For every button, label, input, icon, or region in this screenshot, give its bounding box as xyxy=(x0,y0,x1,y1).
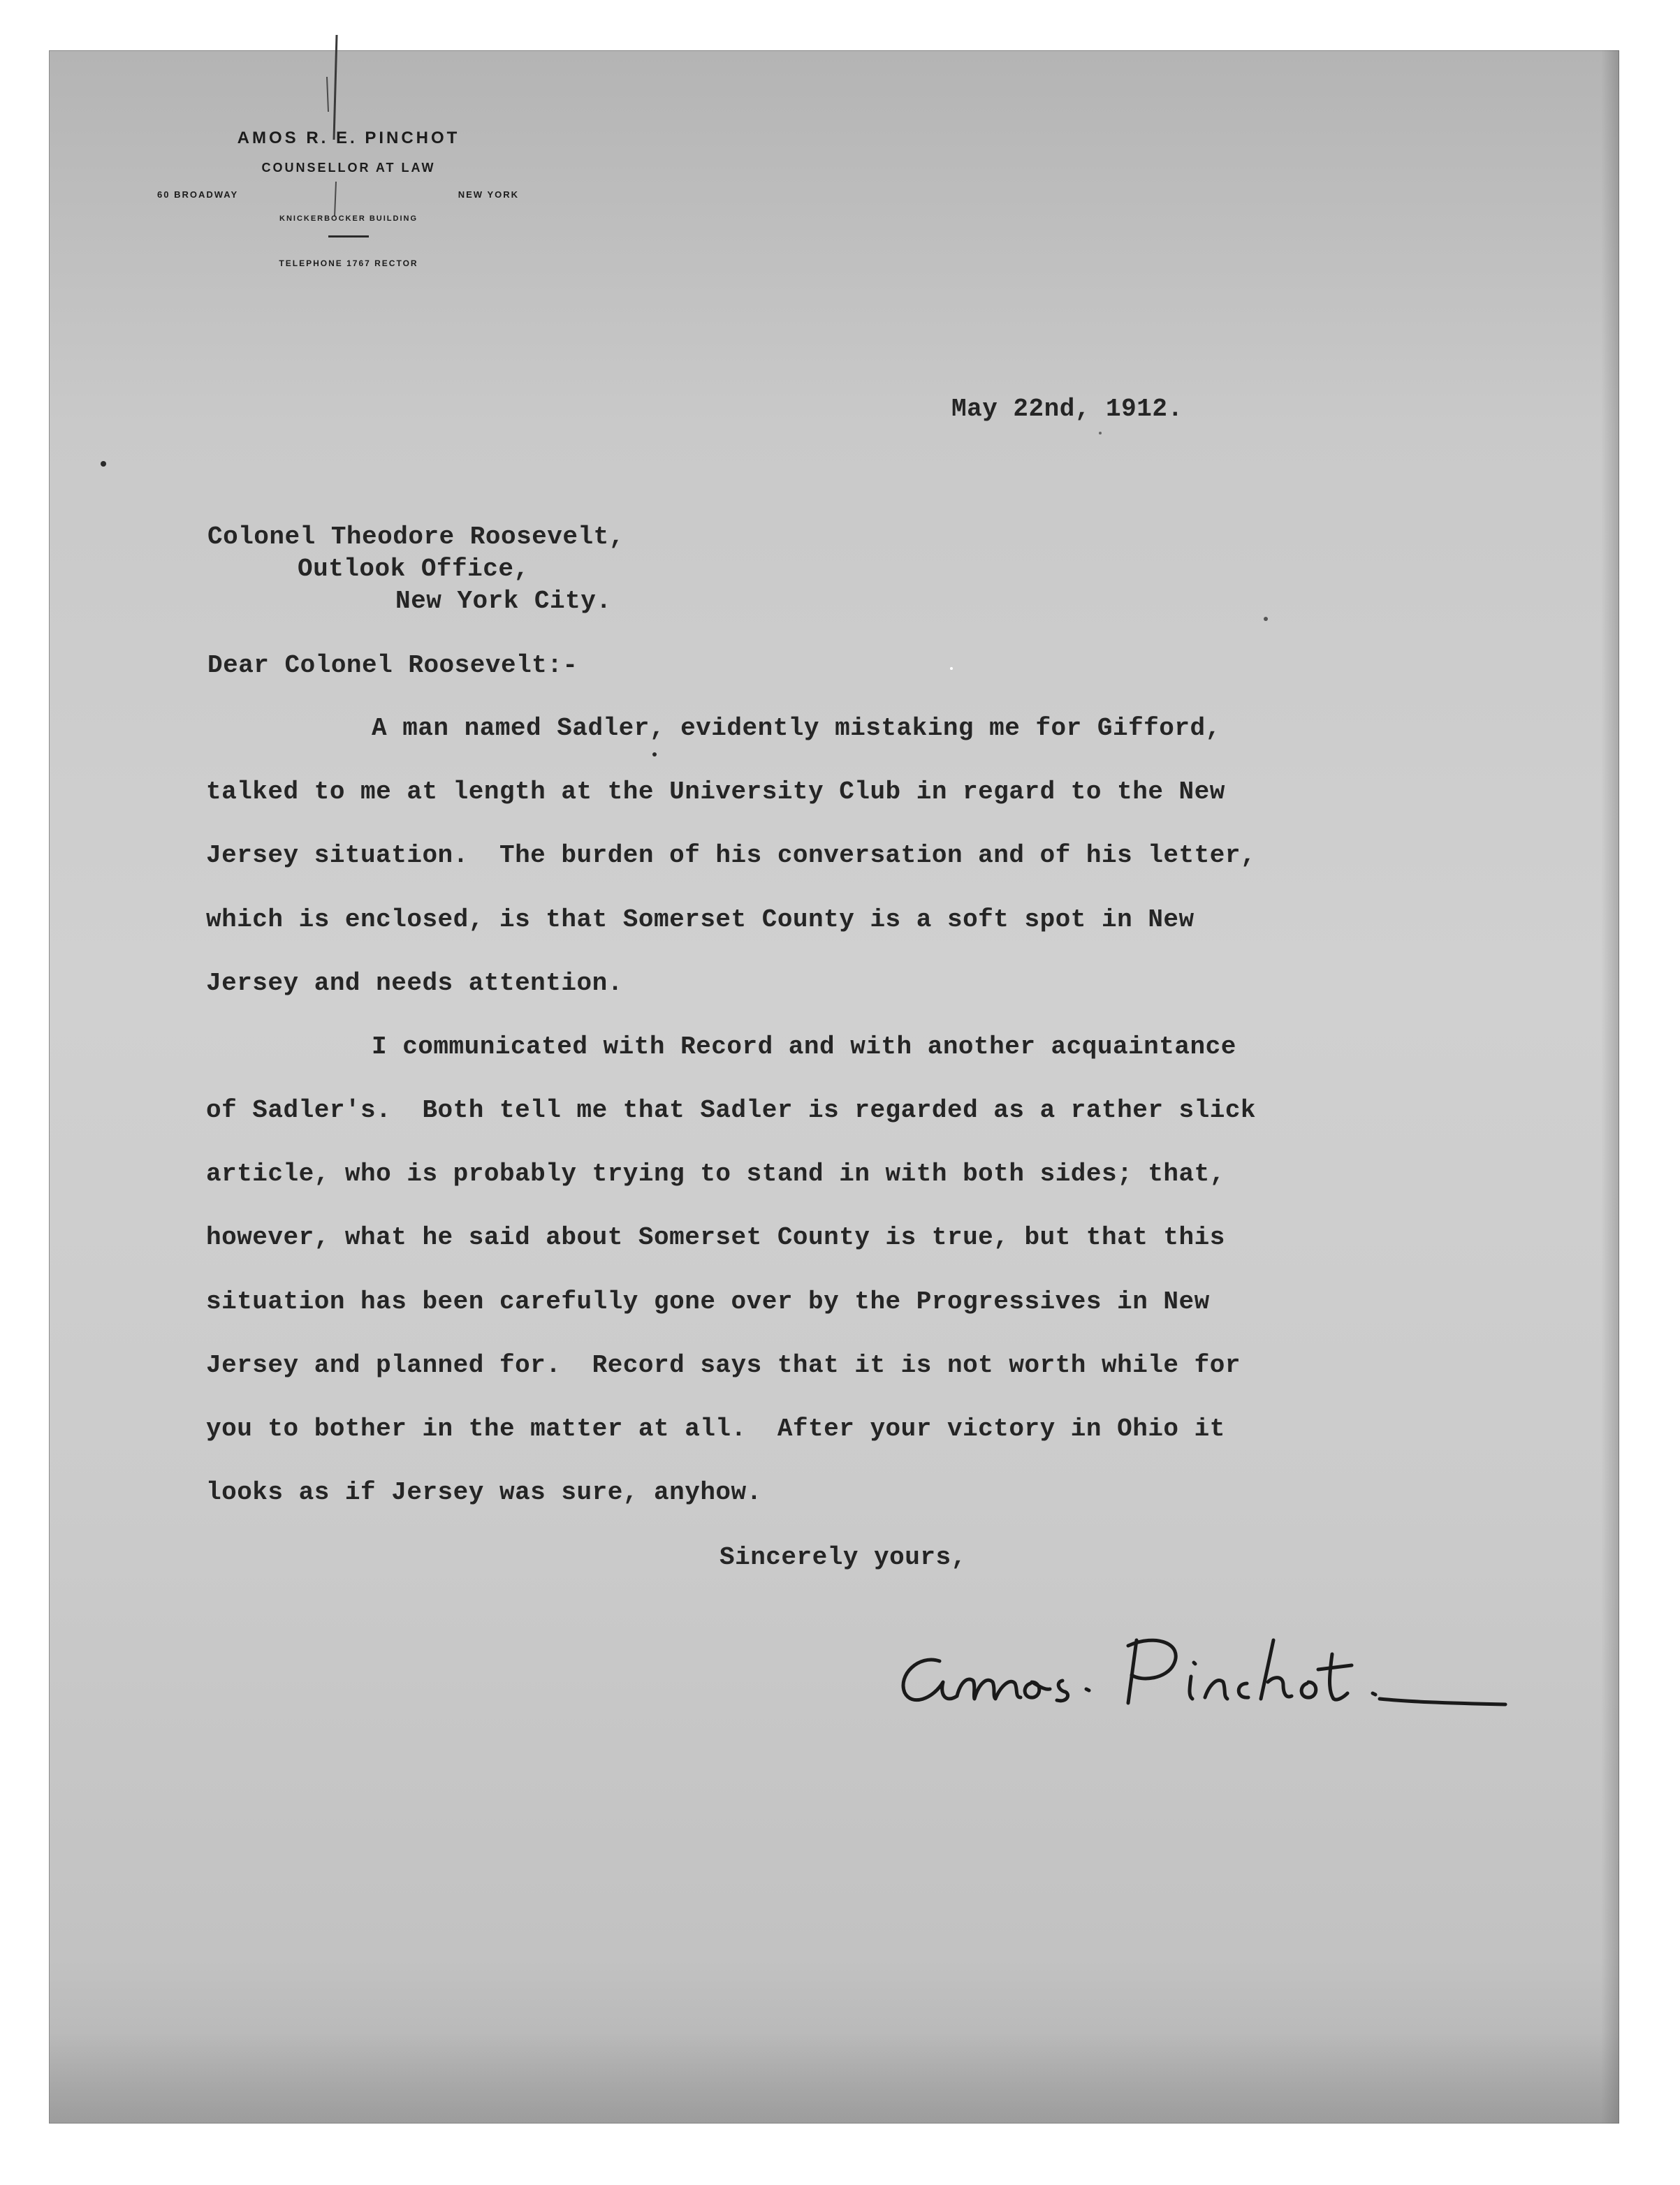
body-line: Jersey and planned for. Record says that it is not worth while for xyxy=(206,1351,1241,1380)
body-line: situation has been carefully gone over by the Progressives in New xyxy=(206,1287,1210,1316)
letterhead-title: COUNSELLOR AT LAW xyxy=(261,161,436,175)
body-line: Jersey situation. The burden of his conversation and of his letter, xyxy=(206,841,1257,870)
body-line: you to bother in the matter at all. After your victory in Ohio it xyxy=(206,1415,1225,1443)
letter-page xyxy=(49,50,1619,2124)
letterhead-city: NEW YORK xyxy=(458,189,519,200)
body-line: A man named Sadler, evidently mistaking me for Gifford, xyxy=(372,714,1221,743)
page-bottom-shadow xyxy=(49,2033,1619,2124)
letter-date: May 22nd, 1912. xyxy=(951,395,1183,423)
letterhead-building: KNICKERBOCKER BUILDING xyxy=(279,214,418,223)
closing: Sincerely yours, xyxy=(720,1543,967,1572)
body-line: looks as if Jersey was sure, anyhow. xyxy=(206,1478,762,1507)
recipient-line-3: New York City. xyxy=(395,587,612,615)
recipient-line-2: Outlook Office, xyxy=(298,555,529,583)
letterhead-street: 60 BROADWAY xyxy=(157,189,239,200)
body-line: Jersey and needs attention. xyxy=(206,969,623,998)
body-line: article, who is probably trying to stand in with both sides; that, xyxy=(206,1160,1225,1188)
body-line: I communicated with Record and with another acquaintance xyxy=(372,1032,1236,1061)
handwritten-signature xyxy=(891,1626,1533,1724)
body-line: which is enclosed, is that Somerset County is a soft spot in New xyxy=(206,905,1195,934)
body-line: of Sadler's. Both tell me that Sadler is regarded as a rather slick xyxy=(206,1096,1257,1125)
recipient-line-1: Colonel Theodore Roosevelt, xyxy=(207,522,624,551)
letterhead xyxy=(157,129,540,268)
page-edge-shadow xyxy=(1601,50,1619,2124)
salutation: Dear Colonel Roosevelt:- xyxy=(207,651,578,680)
letterhead-address xyxy=(157,189,540,203)
body-line: talked to me at length at the University Club in regard to the New xyxy=(206,777,1225,806)
body-line: however, what he said about Somerset County is true, but that this xyxy=(206,1223,1225,1252)
letterhead-telephone: TELEPHONE 1767 RECTOR xyxy=(279,258,418,268)
letterhead-name: AMOS R. E. PINCHOT xyxy=(237,129,460,147)
letterhead-divider xyxy=(328,235,369,238)
